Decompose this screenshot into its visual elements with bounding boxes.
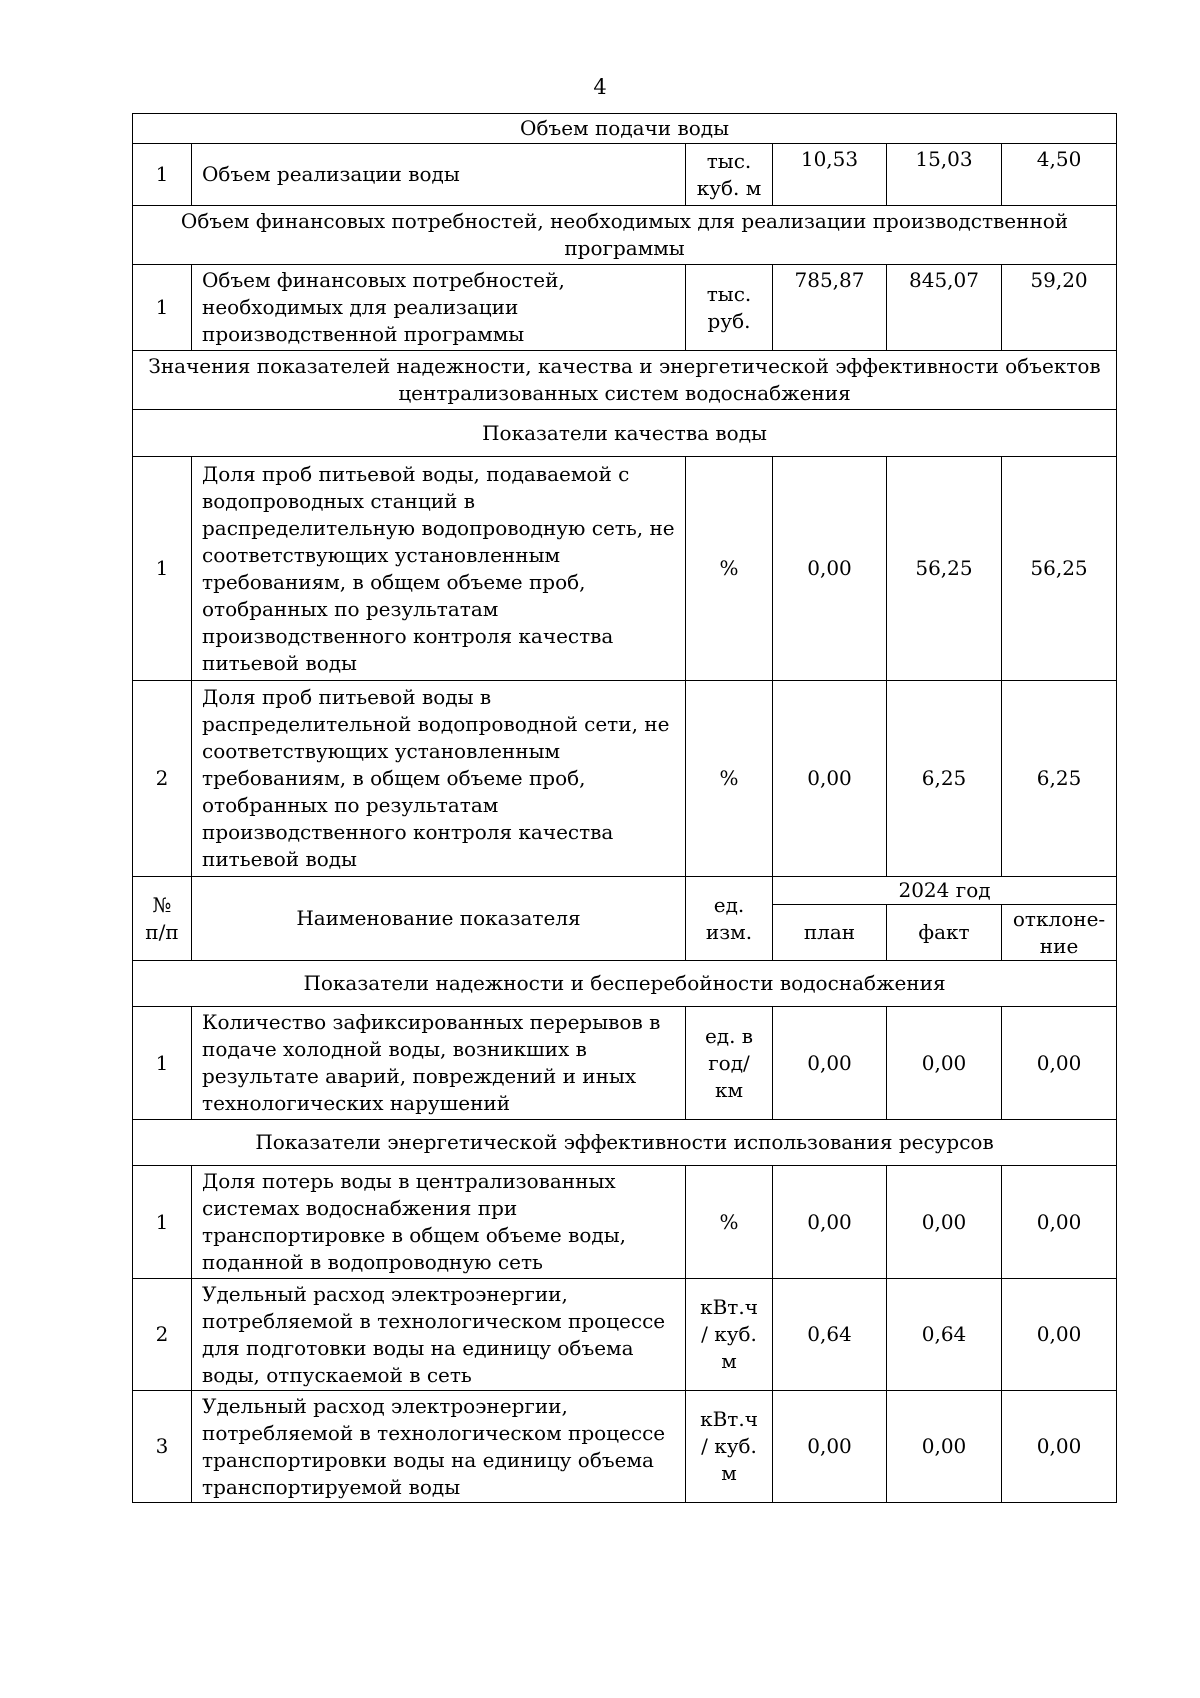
table-row [133, 265, 1117, 351]
plan-value: 0,64 [773, 1279, 887, 1391]
table-row [133, 144, 1117, 206]
deviation-value: 0,00 [1002, 1166, 1117, 1279]
unit-cell: кВт.ч / куб. м [686, 1279, 773, 1391]
indicator-name: Объем реализации воды [192, 144, 686, 206]
fact-value: 0,00 [887, 1007, 1002, 1120]
plan-value: 0,00 [773, 1391, 887, 1503]
page-number: 4 [593, 75, 607, 99]
table-row [133, 457, 1117, 681]
deviation-value: 0,00 [1002, 1007, 1117, 1120]
table-row [133, 1279, 1117, 1391]
indicator-name: Объем финансовых потребностей, необходимых для реализации производственной программы [192, 265, 686, 351]
table-row [133, 681, 1117, 877]
section-title: Показатели надежности и бесперебойности водоснабжения [133, 961, 1117, 1007]
deviation-value: 56,25 [1002, 457, 1117, 681]
section-row-values [133, 351, 1117, 410]
unit-cell: тыс. руб. [686, 265, 773, 351]
table-row [133, 1007, 1117, 1120]
row-number: 2 [133, 1279, 192, 1391]
header-year: 2024 год [773, 877, 1117, 905]
section-row-energy [133, 1120, 1117, 1166]
header-deviation: отклоне- ние [1002, 905, 1117, 961]
indicator-name: Количество зафиксированных перерывов в подаче холодной воды, возникших в результате аварий, повреждений и иных технологических нарушений [192, 1007, 686, 1120]
header-unit: ед. изм. [686, 877, 773, 961]
section-title: Объем подачи воды [133, 114, 1117, 144]
plan-value: 0,00 [773, 1007, 887, 1120]
deviation-value: 0,00 [1002, 1391, 1117, 1503]
deviation-value: 0,00 [1002, 1279, 1117, 1391]
unit-cell: ед. в год/ км [686, 1007, 773, 1120]
fact-value: 0,00 [887, 1166, 1002, 1279]
unit-cell: % [686, 457, 773, 681]
fact-value: 845,07 [887, 265, 1002, 351]
fact-value: 0,64 [887, 1279, 1002, 1391]
row-number: 3 [133, 1391, 192, 1503]
table-row [133, 1391, 1117, 1503]
plan-value: 0,00 [773, 1166, 887, 1279]
table-row [133, 1166, 1117, 1279]
header-plan: план [773, 905, 887, 961]
section-title: Показатели качества воды [133, 410, 1117, 457]
header-fact: факт [887, 905, 1002, 961]
indicator-name: Удельный расход электроэнергии, потребляемой в технологическом процессе транспортировки воды на единицу объема транспортируемой воды [192, 1391, 686, 1503]
header-number: № п/п [133, 877, 192, 961]
row-number: 1 [133, 265, 192, 351]
unit-cell: кВт.ч / куб. м [686, 1391, 773, 1503]
section-title: Показатели энергетической эффективности использования ресурсов [133, 1120, 1117, 1166]
plan-value: 0,00 [773, 457, 887, 681]
indicators-table [132, 113, 1117, 1503]
deviation-value: 59,20 [1002, 265, 1117, 351]
fact-value: 56,25 [887, 457, 1002, 681]
plan-value: 0,00 [773, 681, 887, 877]
indicator-name: Доля потерь воды в централизованных системах водоснабжения при транспортировке в общем объеме воды, поданной в водопроводную сеть [192, 1166, 686, 1279]
indicator-name: Доля проб питьевой воды, подаваемой с водопроводных станций в распределительную водопроводную сеть, не соответствующих установленным требованиям, в общем объеме проб, отобранных по результатам производственного контроля качества питьевой воды [192, 457, 686, 681]
row-number: 1 [133, 1007, 192, 1120]
fact-value: 6,25 [887, 681, 1002, 877]
section-title: Объем финансовых потребностей, необходимых для реализации производственной программы [133, 206, 1117, 265]
deviation-value: 4,50 [1002, 144, 1117, 206]
row-number: 1 [133, 1166, 192, 1279]
row-number: 1 [133, 457, 192, 681]
section-title: Значения показателей надежности, качества и энергетической эффективности объектов централизованных систем водоснабжения [133, 351, 1117, 410]
plan-value: 785,87 [773, 265, 887, 351]
plan-value: 10,53 [773, 144, 887, 206]
row-number: 1 [133, 144, 192, 206]
indicator-name: Доля проб питьевой воды в распределительной водопроводной сети, не соответствующих установленным требованиям, в общем объеме проб, отобранных по результатам производственного контроля качества питьевой воды [192, 681, 686, 877]
row-number: 2 [133, 681, 192, 877]
fact-value: 0,00 [887, 1391, 1002, 1503]
section-row-finance [133, 206, 1117, 265]
unit-cell: % [686, 1166, 773, 1279]
unit-cell: тыс. куб. м [686, 144, 773, 206]
unit-cell: % [686, 681, 773, 877]
section-row-reliability [133, 961, 1117, 1007]
header-indicator-name: Наименование показателя [192, 877, 686, 961]
section-row-supply [133, 114, 1117, 144]
header-row [133, 877, 1117, 905]
deviation-value: 6,25 [1002, 681, 1117, 877]
indicator-name: Удельный расход электроэнергии, потребляемой в технологическом процессе для подготовки воды на единицу объема воды, отпускаемой в сеть [192, 1279, 686, 1391]
fact-value: 15,03 [887, 144, 1002, 206]
section-row-quality [133, 410, 1117, 457]
